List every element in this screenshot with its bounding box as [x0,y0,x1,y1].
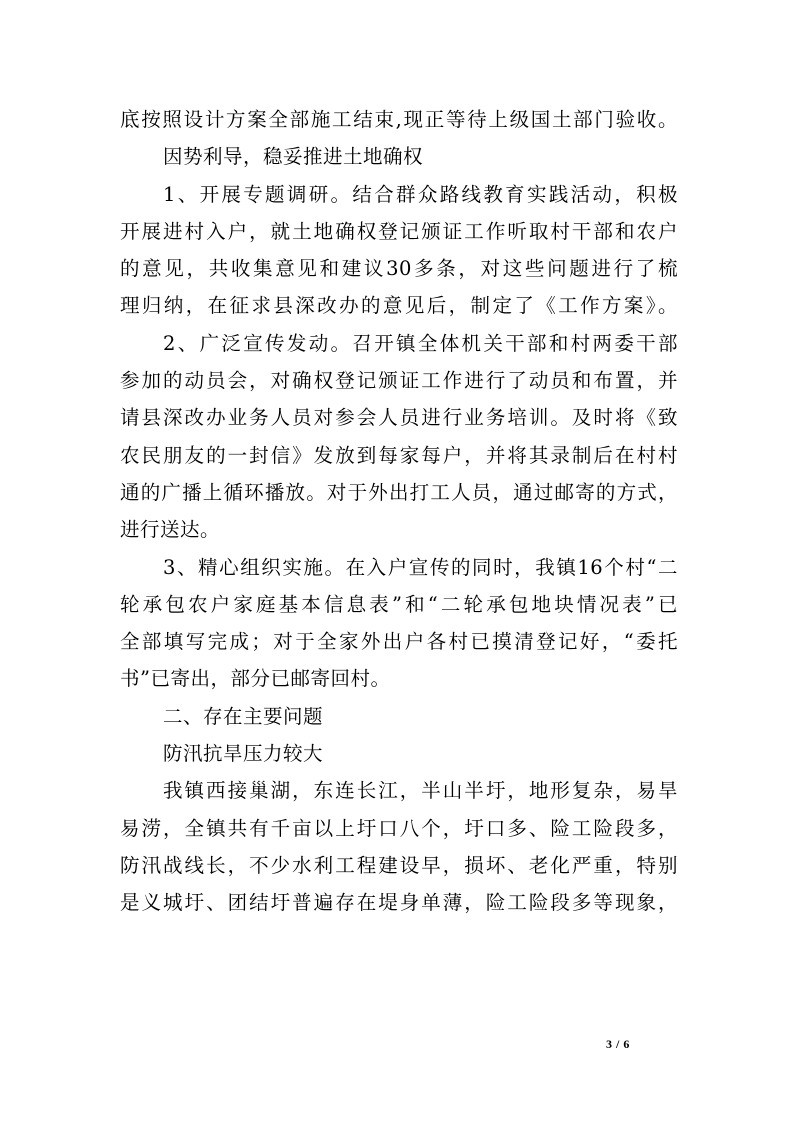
text-line-20: 易涝，全镇共有千亩以上圩口八个，圩口多、险工险段多， [120,816,678,840]
text-line-01: 底按照设计方案全部施工结束,现正等待上级国土部门验收。 [120,108,678,131]
text-line-19: 我镇西接巢湖，东连长江，半山半圩，地形复杂，易旱 [163,779,678,803]
document-body [120,101,678,922]
subheading-flood-drought: 防汛抗旱压力较大 [163,742,324,766]
text-line-11: 通的广播上循环播放。对于外出打工人员，通过邮寄的方式， [120,480,678,504]
text-line-09: 请县深改办业务人员对参会人员进行业务培训。及时将《致 [120,406,678,430]
text-line-12: 进行送达。 [120,518,221,542]
text-line-06: 理归纳，在征求县深改办的意见后，制定了《工作方案》。 [120,294,678,318]
text-line-04: 开展进村入户，就土地确权登记颁证工作听取村干部和农户 [120,219,678,243]
text-line-07: 2、广泛宣传发动。召开镇全体机关干部和村两委干部 [163,331,678,355]
text-line-14: 轮承包农户家庭基本信息表”和“二轮承包地块情况表”已 [120,592,678,616]
text-line-22: 是义城圩、团结圩普遍存在堤身单薄，险工险段多等现象， [120,891,678,915]
text-line-03: 1、开展专题调研。结合群众路线教育实践活动，积极 [163,182,678,206]
text-line-08: 参加的动员会，对确权登记颁证工作进行了动员和布置，并 [120,369,678,393]
text-line-10: 农民朋友的一封信》发放到每家每户，并将其录制后在村村 [120,443,678,467]
section-heading-land-rights: 因势利导，稳妥推进土地确权 [163,145,424,169]
text-line-05: 的意见，共收集意见和建议30多条，对这些问题进行了梳 [120,257,678,281]
text-line-15: 全部填写完成；对于全家外出户各村已摸清登记好，“委托 [120,630,678,654]
text-line-16: 书”已寄出，部分已邮寄回村。 [120,667,391,691]
text-line-21: 防汛战线长，不少水利工程建设早，损坏、老化严重，特别 [120,853,678,877]
text-line-13: 3、精心组织实施。在入户宣传的同时，我镇16个村“二 [163,555,678,579]
section-heading-problems: 二、存在主要问题 [163,704,324,728]
page-number: 3 / 6 [606,1037,630,1051]
